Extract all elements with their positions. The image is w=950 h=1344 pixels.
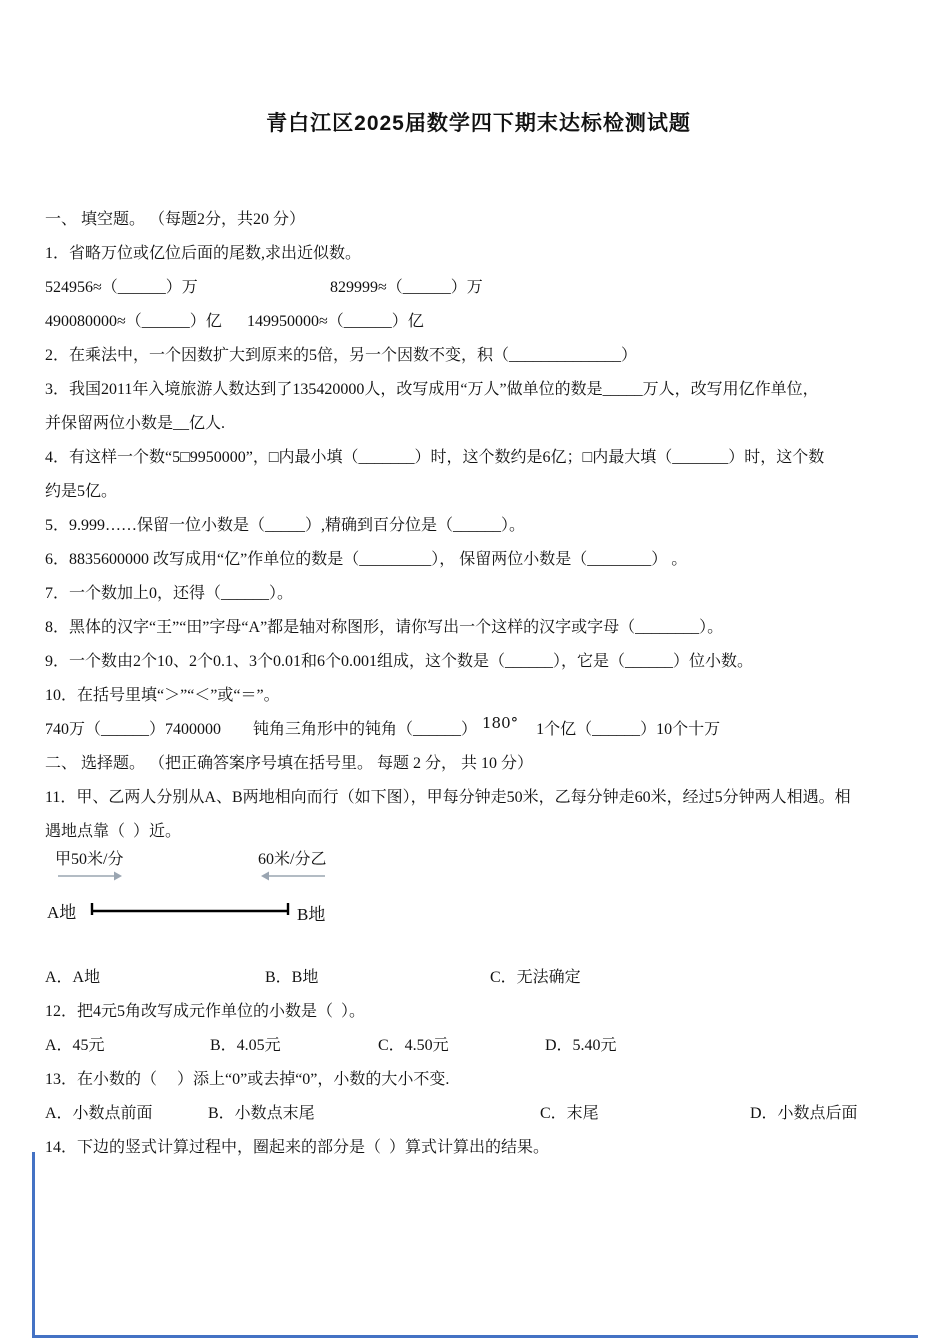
page-title: 青白江区2025届数学四下期末达标检测试题 [266, 112, 691, 135]
q11-diagram [45, 846, 912, 958]
q12-option-b: B．4.05元 [210, 1036, 281, 1054]
q1-blank-yi-2: 149950000≈（______）亿 [247, 312, 424, 330]
question-5: 5．9.999……保留一位小数是（_____）,精确到百分位是（______）。 [45, 516, 526, 534]
q1-blank-yi-1: 490080000≈（______）亿 [45, 312, 222, 330]
question-8: 8．黑体的汉字“王”“田”字母“A”都是轴对称图形，请你写出一个这样的汉字或字母（________）。 [45, 618, 724, 636]
q12-options [45, 1026, 912, 1060]
question-9: 9．一个数由2个10、2个0.1、3个0.01和6个0.001组成，这个数是（______），它是（______）位小数。 [45, 652, 754, 670]
q13-option-c: C．末尾 [540, 1104, 599, 1122]
q13-stem: 13．在小数的（ ）添上“0”或去掉“0”，小数的大小不变. [45, 1070, 450, 1088]
q11-option-a: A．A地 [45, 968, 101, 986]
speed-left-label: 甲50米/分 [55, 851, 124, 868]
q11-text-2: 遇地点靠（ ）近。 [45, 822, 182, 840]
question-4-line-1: 4．有这样一个数“5□9950000”，□内最小填（_______）时，这个数约是6亿；□内最大填（_______）时，这个数 [45, 448, 825, 466]
q10-compare-row [45, 710, 912, 744]
q10-compare-1: 740万（______）7400000 [45, 720, 222, 738]
q14-stem: 14．下边的竖式计算过程中，圈起来的部分是（ ）算式计算出的结果。 [45, 1138, 550, 1156]
q12-option-a: A．45元 [45, 1036, 105, 1054]
table-frame-partial [32, 1152, 918, 1338]
q1-blank-wan-2: 829999≈（______）万 [330, 278, 483, 296]
section-2-heading: 二、 选择题。 （把正确答案序号填在括号里。 每题 2 分， 共 10 分） [45, 754, 534, 772]
q12-option-c: C．4.50元 [378, 1036, 449, 1054]
q10-stem: 10．在括号里填“＞”“＜”或“＝”。 [45, 686, 280, 704]
question-3-line-2: 并保留两位小数是__亿人. [45, 414, 226, 432]
q11-options [45, 958, 912, 992]
question-4-line-2: 约是5亿。 [45, 482, 118, 500]
distance-line [90, 900, 290, 918]
q10-compare-3: 1个亿（______）10个十万 [536, 720, 721, 738]
q11-text-1: 11．甲、乙两人分别从A、B两地相向而行（如下图），甲每分钟走50米，乙每分钟走60米，经过5分钟两人相遇。相 [45, 788, 851, 806]
question-6: 6．8835600000 改写成用“亿”作单位的数是（_________）， 保留两位小数是（________） 。 [45, 550, 688, 568]
question-7: 7．一个数加上0，还得（______）。 [45, 584, 294, 602]
question-3-line-1: 3．我国2011年入境旅游人数达到了135420000人，改写成用“万人”做单位的数是_____万人，改写用亿作单位， [45, 380, 819, 398]
place-a-label: A地 [47, 903, 77, 922]
place-b-label: B地 [297, 905, 326, 924]
q13-option-d: D．小数点后面 [750, 1104, 858, 1122]
q11-option-b: B．B地 [265, 968, 319, 986]
section-1-heading: 一、 填空题。 （每题2分，共20 分） [45, 210, 306, 228]
q13-option-a: A．小数点前面 [45, 1104, 153, 1122]
q1-blanks-row-1 [45, 268, 912, 302]
q1-blanks-row-2 [45, 302, 912, 336]
q12-stem: 12．把4元5角改写成元作单位的小数是（ ）。 [45, 1002, 366, 1020]
q1-blank-wan-1: 524956≈（______）万 [45, 278, 198, 296]
question-2: 2．在乘法中，一个因数扩大到原来的5倍，另一个因数不变，积（______________） [45, 346, 638, 364]
q11-option-c: C．无法确定 [490, 968, 581, 986]
right-arrow-icon [57, 870, 123, 882]
q12-option-d: D．5.40元 [545, 1036, 617, 1054]
q13-options [45, 1094, 912, 1128]
q1-stem: 1．省略万位或亿位后面的尾数,求出近似数。 [45, 244, 362, 262]
speed-right-label: 60米/分乙 [258, 851, 327, 868]
q10-compare-2: 钝角三角形中的钝角（______） [253, 720, 478, 738]
left-arrow-icon [260, 870, 326, 882]
degree-value: 180° [482, 714, 519, 732]
q13-option-b: B．小数点末尾 [208, 1104, 315, 1122]
